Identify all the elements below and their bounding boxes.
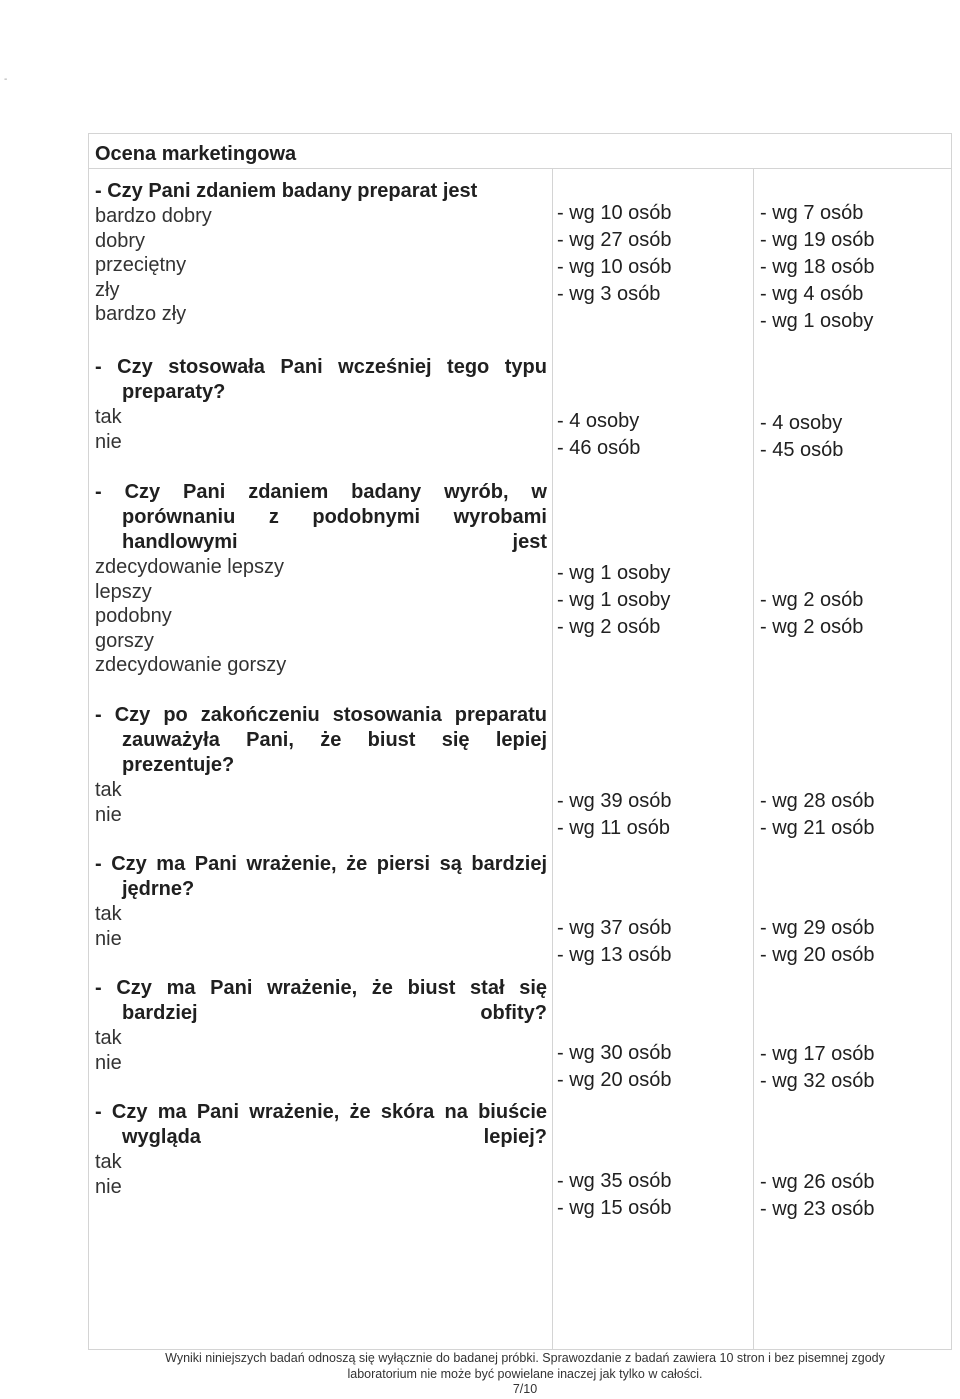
result-value: - wg 18 osób [760,256,875,278]
results-column-1 [557,408,640,462]
results-column-2 [760,1041,875,1095]
result-value: - wg 28 osób [760,790,875,812]
answer-option: tak [95,903,122,925]
column-divider-1 [552,168,553,1350]
answer-option: nie [95,1175,122,1198]
question-text: - Czy stosowała Pani wcześniej tego typu preparaty? [95,356,547,403]
answer-option: przeciętny [95,254,187,276]
results-column-2 [760,1169,875,1223]
answer-option: lepszy [95,580,152,603]
answer-option: tak [95,1151,122,1173]
result-value: - wg 29 osób [760,917,875,939]
question-block [95,1100,547,1199]
question-block [95,852,547,951]
answer-options [95,405,547,454]
results-column-1 [557,200,672,308]
result-value: - wg 20 osób [760,944,875,966]
question-text: - Czy Pani zdaniem badany wyrób, w porównaniu z podobnymi wyrobami handlowymi jest [95,481,547,553]
results-column-1 [557,1040,672,1094]
answer-option: zdecydowanie lepszy [95,556,284,578]
question-text: - Czy po zakończeniu stosowania preparatu zauważyła Pani, że biust się lepiej prezentuje? [95,704,547,776]
results-column-1 [557,915,672,969]
result-value: - wg 1 osoby [557,589,671,611]
answer-option: tak [95,779,122,801]
result-value: - wg 2 osób [557,616,661,638]
result-value: - wg 2 osób [760,616,864,638]
answer-option: nie [95,430,122,453]
answer-option: podobny [95,605,172,627]
result-value: - wg 19 osób [760,229,875,251]
answer-option: nie [95,927,122,950]
result-value: - wg 17 osób [760,1043,875,1065]
section-title: Ocena marketingowa [95,143,297,165]
answer-option: zdecydowanie gorszy [95,654,287,676]
results-column-1 [557,788,672,842]
results-column-2 [760,410,843,464]
page-number: 7/10 [512,1382,538,1396]
result-value: - wg 30 osób [557,1042,672,1064]
results-column-1 [557,1168,672,1222]
results-column-2 [760,587,863,641]
result-value: - wg 7 osób [760,202,864,224]
result-value: - 45 osób [760,439,844,461]
answer-options [95,1150,547,1199]
answer-options [95,778,547,827]
answer-option: bardzo zły [95,303,187,325]
question-text: - Czy ma Pani wrażenie, że biust stał się bardziej obfity? [95,977,547,1024]
result-value: - wg 26 osób [760,1171,875,1193]
answer-options [95,204,547,327]
result-value: - wg 10 osób [557,202,672,224]
result-value: - wg 23 osób [760,1198,875,1220]
question-block [95,480,547,678]
result-value: - wg 39 osób [557,790,672,812]
question-block [95,355,547,454]
result-value: - wg 13 osób [557,944,672,966]
question-text: - Czy ma Pani wrażenie, że piersi są bardziej jędrne? [95,853,547,900]
question-block [95,703,547,827]
result-value: - wg 35 osób [557,1170,672,1192]
answer-options [95,1026,547,1075]
answer-option: tak [95,1027,122,1049]
result-value: - wg 1 osoby [557,562,671,584]
answer-option: dobry [95,229,146,252]
answer-option: nie [95,1051,122,1074]
footer-disclaimer-line-1: Wyniki niniejszych badań odnoszą się wyłącznie do badanej próbki. Sprawozdanie z badań zawiera 10 stron i bez pisemnej zgody [165,1351,885,1365]
result-value: - wg 11 osób [557,817,671,839]
result-value: - wg 3 osób [557,283,661,305]
answer-option: bardzo dobry [95,205,212,227]
answer-option: zły [95,278,120,301]
result-value: - wg 4 osób [760,283,864,305]
page-footer [95,1351,955,1398]
result-value: - wg 37 osób [557,917,672,939]
answer-option: tak [95,406,122,428]
footer-disclaimer-line-2: laboratorium nie może być powielane inaczej jak tylko w całości. [347,1366,703,1381]
table-header-divider [88,168,952,169]
result-value: - wg 1 osoby [760,310,874,332]
question-block [95,976,547,1075]
question-text: - Czy ma Pani wrażenie, że skóra na biuście wygląda lepiej? [95,1101,547,1148]
result-value: - wg 32 osób [760,1070,875,1092]
result-value: - 4 osoby [557,410,640,432]
result-value: - wg 10 osób [557,256,672,278]
results-column-2 [760,915,875,969]
results-column-1 [557,560,670,641]
results-column-2 [760,200,875,335]
column-divider-2 [753,168,754,1350]
answer-option: gorszy [95,629,154,652]
answer-options [95,555,547,678]
result-value: - wg 15 osób [557,1197,672,1219]
result-value: - 46 osób [557,437,641,459]
question-text: - Czy Pani zdaniem badany preparat jest [95,180,478,202]
result-value: - wg 20 osób [557,1069,672,1091]
answer-options [95,902,547,951]
scan-mark: - [4,74,8,85]
result-value: - 4 osoby [760,412,843,434]
result-value: - wg 21 osób [760,817,875,839]
question-block [95,179,547,327]
result-value: - wg 2 osób [760,589,864,611]
results-column-2 [760,788,875,842]
result-value: - wg 27 osób [557,229,672,251]
answer-option: nie [95,803,122,826]
